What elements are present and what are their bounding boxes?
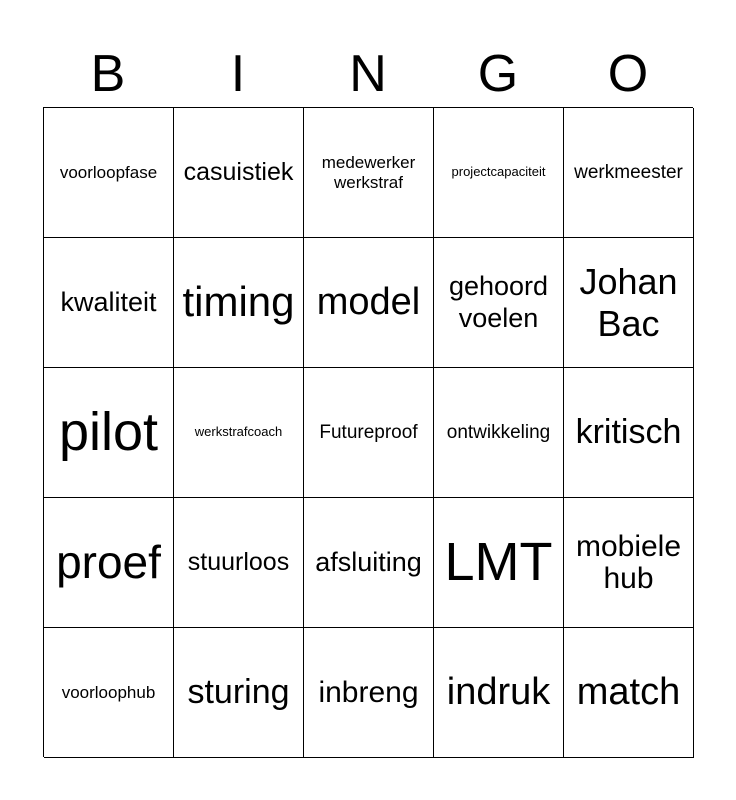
bingo-cell[interactable]: Johan Bac (564, 238, 694, 368)
bingo-header (43, 40, 693, 108)
bingo-cell[interactable]: inbreng (304, 628, 434, 758)
bingo-cell[interactable]: casuistiek (174, 108, 304, 238)
bingo-cell[interactable]: voorloopfase (44, 108, 174, 238)
bingo-cell[interactable]: mobiele hub (564, 498, 694, 628)
bingo-cell[interactable]: Futureproof (304, 368, 434, 498)
bingo-cell[interactable]: werkmeester (564, 108, 694, 238)
bingo-grid (43, 107, 693, 757)
bingo-cell[interactable]: kwaliteit (44, 238, 174, 368)
bingo-cell[interactable]: werkstrafcoach (174, 368, 304, 498)
bingo-cell[interactable]: LMT (434, 498, 564, 628)
header-letter-g: G (477, 45, 519, 103)
header-letter-o: O (607, 45, 649, 103)
bingo-cell[interactable]: projectcapaciteit (434, 108, 564, 238)
header-letter-n: N (349, 45, 387, 103)
bingo-cell[interactable]: pilot (44, 368, 174, 498)
header-letter-b: B (90, 45, 126, 103)
bingo-cell[interactable]: sturing (174, 628, 304, 758)
bingo-cell[interactable]: proef (44, 498, 174, 628)
bingo-cell[interactable]: kritisch (564, 368, 694, 498)
bingo-cell[interactable]: afsluiting (304, 498, 434, 628)
bingo-cell[interactable]: stuurloos (174, 498, 304, 628)
bingo-cell[interactable]: match (564, 628, 694, 758)
bingo-cell[interactable]: indruk (434, 628, 564, 758)
bingo-cell[interactable]: timing (174, 238, 304, 368)
bingo-cell[interactable]: model (304, 238, 434, 368)
bingo-cell[interactable]: medewerker werkstraf (304, 108, 434, 238)
bingo-cell[interactable]: ontwikkeling (434, 368, 564, 498)
header-letter-i: I (230, 45, 246, 103)
bingo-cell[interactable]: voorloophub (44, 628, 174, 758)
bingo-cell[interactable]: gehoord voelen (434, 238, 564, 368)
